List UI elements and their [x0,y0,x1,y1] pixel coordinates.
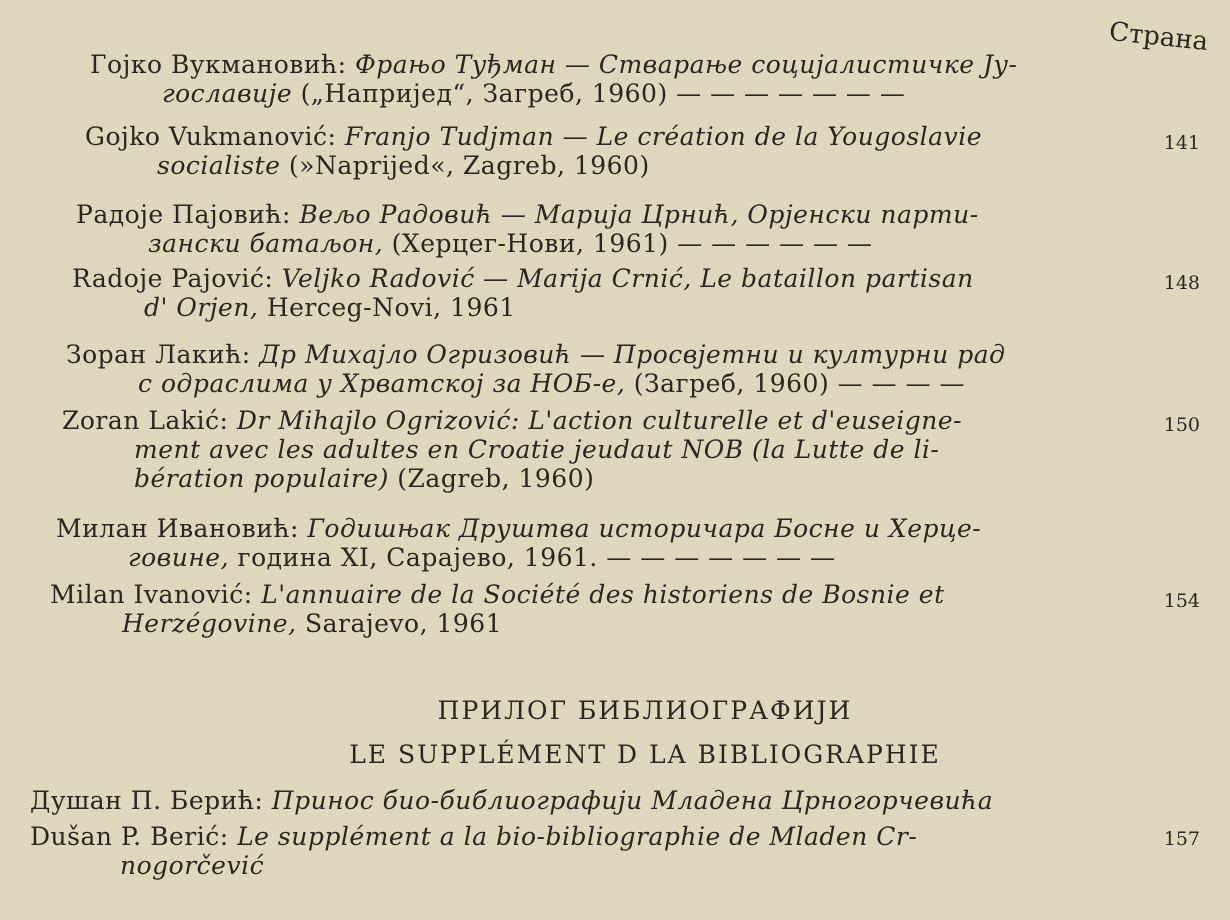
entry-line [30,786,1150,815]
entry-title: Фрањо Туђман — Стварање социјалистичке Ју- [354,50,1018,79]
page-number: 154 [1163,590,1200,612]
entry-publication: (»Naprijed«, Zagreb, 1960) [280,151,650,180]
entry-title: гославије [162,79,293,108]
entry-title: Franjo Tudjman — Le création de la Yougoslavie [344,122,982,151]
entry-title: Принос био-библиографији Младена Црногорчевића [271,786,994,815]
section-title-serbian: ПРИЛОГ БИБЛИОГРАФИЈИ [437,696,853,725]
entry-line [30,851,1150,880]
entry-fr [72,264,1152,322]
page-number: 150 [1163,414,1200,436]
entry-title: nogorčević [120,851,265,880]
entry-line [90,50,1150,79]
entry-publication: Sarajevo, 1961 [296,609,503,638]
entry-title: Вељо Радовић — Марија Црнић, Орјенски парти- [299,200,979,229]
entry-title: ment avec les adultes en Croatie jeudaut NOB (la Lutte de li- [134,435,940,464]
entry-title: L'annuaire de la Société des historiens de Bosnie et [261,580,945,609]
entry-line [30,822,1150,851]
entry-fr [62,406,1152,493]
entry-author: Душан П. Берић: [30,786,264,815]
entry-line [50,580,1150,609]
entry-author: Гојко Вукмановић: [90,50,347,79]
entry-sr [90,50,1150,108]
entry-line [66,369,1151,398]
entry-author: Dušan P. Berić: [30,822,229,851]
section-title-french: LE SUPPLÉMENT D LA BIBLIOGRAPHIE [349,740,941,769]
entry-line [76,200,1151,229]
entry-line [66,340,1151,369]
page-number: 148 [1163,272,1200,294]
entry-line [76,229,1151,258]
entry-title: с одраслима у Хрватској за НОБ-е, [138,369,626,398]
entry-sr [56,514,1151,572]
entry-author: Radoje Pajović: [72,264,274,293]
entry-line [85,151,1150,180]
entry-author: Зоран Лакић: [66,340,251,369]
entry-line [62,406,1152,435]
entry-line [90,79,1150,108]
page-column-header: Страна [1107,16,1210,58]
entry-fr [85,122,1150,180]
entry-title: d' Orjen, [144,293,259,322]
entry-title: bération populaire) [134,464,389,493]
entry-line [50,609,1150,638]
entry-line [85,122,1150,151]
entry-author: Gojko Vukmanović: [85,122,337,151]
entry-title: Veljko Radović — Marija Crnić, Le bataillon partisan [281,264,974,293]
entry-author: Milan Ivanović: [50,580,253,609]
entry-title: Др Михајло Огризовић — Просвјетни и културни рад [259,340,1006,369]
entry-line [56,543,1151,572]
entry-title: говине, [128,543,230,572]
entry-sr [76,200,1151,258]
entry-publication: (Zagreb, 1960) [388,464,595,493]
entry-publication: (Загреб, 1960) — — — — [625,369,965,398]
entry-fr [30,822,1150,880]
entry-line [62,464,1152,493]
page-number: 157 [1163,828,1200,850]
entry-title: зански батаљон, [148,229,384,258]
entry-publication: Herceg-Novi, 1961 [258,293,516,322]
entry-publication: („Напријед“, Загреб, 1960) — — — — — — — [292,79,906,108]
entry-publication: година XI, Сарајево, 1961. — — — — — — — [229,543,836,572]
entry-sr [66,340,1151,398]
entry-author: Zoran Lakić: [62,406,229,435]
entry-line [72,264,1152,293]
entry-line [62,435,1152,464]
entry-sr [30,786,1150,815]
entry-author: Радоје Пајовић: [76,200,291,229]
entry-title: Le supplément a la bio-bibliographie de Mladen Cr- [237,822,918,851]
entry-title: Herzégovine, [122,609,297,638]
entry-line [72,293,1152,322]
entry-title: socialiste [157,151,281,180]
page-number: 141 [1163,132,1200,154]
entry-line [56,514,1151,543]
entry-publication: (Херцег-Нови, 1961) — — — — — — [383,229,873,258]
entry-title: Dr Mihajlo Ogrizović: L'action culturelle et d'euseigne- [236,406,963,435]
entry-title: Годишњак Друштва историчара Босне и Херце- [307,514,982,543]
entry-author: Милан Ивановић: [56,514,299,543]
entry-fr [50,580,1150,638]
